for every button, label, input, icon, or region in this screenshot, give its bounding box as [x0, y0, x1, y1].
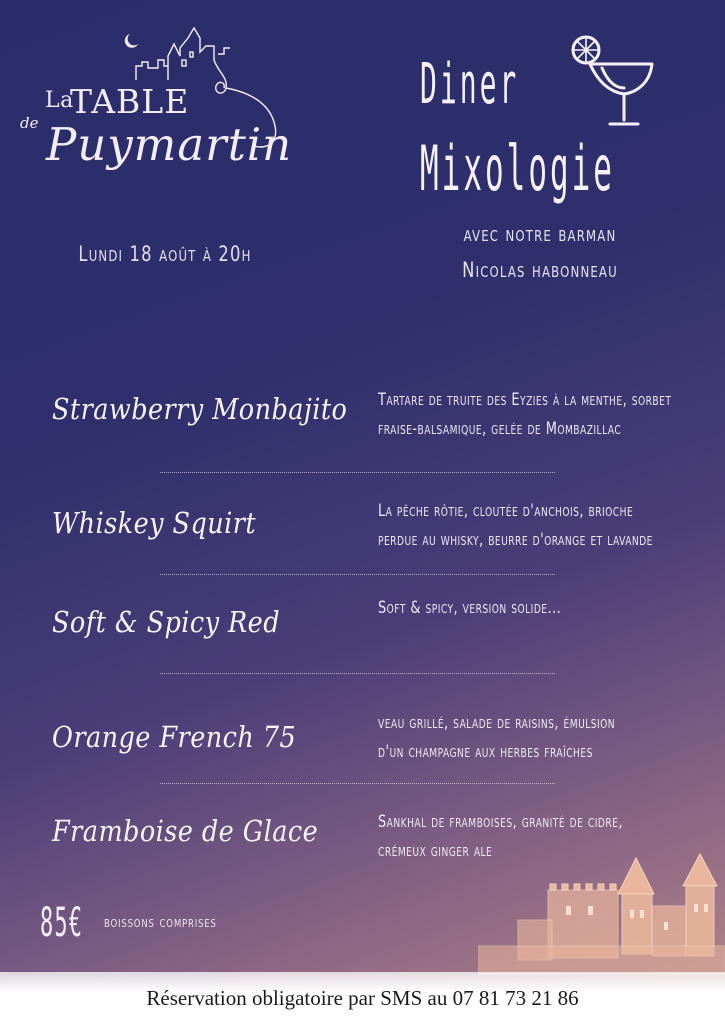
- title-line-1: Diner: [420, 52, 520, 117]
- cocktail-name: Strawberry Monbajito: [52, 392, 348, 426]
- dish-description: [378, 594, 697, 623]
- logo-la-text: La: [45, 88, 74, 113]
- dish-description-line: veau grillé, salade de raisins, émulsion: [378, 713, 616, 733]
- dish-description-line: Sankhal de framboises, granité de cidre,: [378, 812, 623, 832]
- dish-description-line: d'un champagne aux herbes fraîches: [378, 742, 593, 762]
- cocktail-name: Soft & Spicy Red: [52, 605, 280, 639]
- dish-description-line: La pêche rôtie, cloutée d'anchois, brioche: [378, 501, 634, 521]
- dish-description-line: Soft & spicy, version solide...: [378, 598, 562, 618]
- dish-description-line: Tartare de truite des Eyzies à la menthe, sorbet: [378, 390, 672, 410]
- barman-line-1: avec notre barman: [463, 222, 617, 246]
- title-line-2: Mixologie: [420, 132, 615, 205]
- logo-table-text: TABLE: [70, 82, 190, 121]
- cocktail-glass-icon: [562, 30, 662, 130]
- dish-description: [378, 497, 697, 555]
- price-note: boissons comprises: [104, 912, 217, 931]
- cocktail-name: Framboise de Glace: [52, 814, 319, 848]
- dish-description: [378, 709, 697, 767]
- castle-illustration-icon: [478, 850, 725, 975]
- cocktail-name: Whiskey Squirt: [52, 506, 257, 540]
- dotted-divider: [160, 783, 555, 784]
- logo-de-text: de: [20, 114, 39, 132]
- dish-description-line: fraise-balsamique, gelée de Mombazillac: [378, 419, 622, 439]
- dotted-divider: [160, 673, 555, 674]
- dotted-divider: [160, 472, 555, 473]
- dotted-divider: [160, 574, 555, 575]
- dish-description-line: perdue au whisky, beurre d'orange et lavande: [378, 530, 653, 550]
- dish-description: [378, 386, 697, 444]
- reservation-text: Réservation obligatoire par SMS au 07 81 73 21 86: [146, 986, 579, 1010]
- price-amount: 85€: [40, 900, 84, 946]
- restaurant-logo: [18, 22, 293, 192]
- cocktail-name: Orange French 75: [52, 720, 297, 754]
- event-date: Lundi 18 août à 20h: [78, 242, 252, 266]
- barman-line-2: Nicolas habonneau: [462, 258, 618, 282]
- logo-puymartin-text: Puymartin: [46, 118, 293, 171]
- dish-description-line: crémeux ginger ale: [378, 841, 493, 861]
